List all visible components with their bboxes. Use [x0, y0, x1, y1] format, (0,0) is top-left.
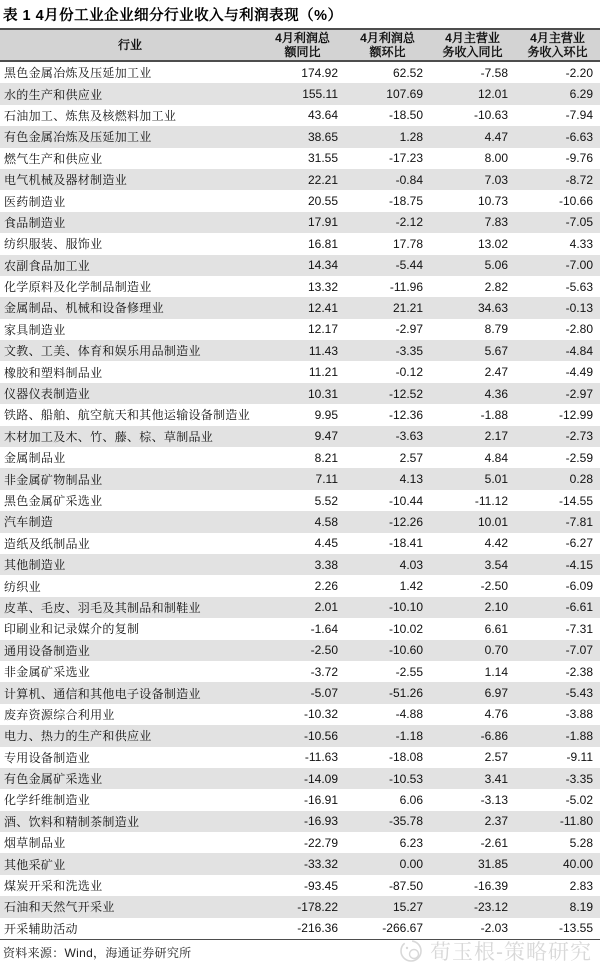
industry-cell: 水的生产和供应业	[4, 87, 103, 102]
value-cell: 5.52	[314, 493, 338, 508]
value-cell: 62.52	[392, 65, 423, 80]
table-row	[0, 640, 600, 661]
value-cell: -9.11	[566, 750, 593, 765]
value-cell: 17.78	[392, 236, 423, 251]
value-cell: 9.47	[314, 429, 338, 444]
table-row	[0, 340, 600, 361]
industry-cell: 家具制造业	[4, 322, 66, 337]
value-cell: -0.84	[395, 172, 423, 187]
value-cell: -12.26	[388, 514, 423, 529]
value-cell: 31.55	[307, 151, 338, 166]
data-table	[0, 28, 600, 940]
value-cell: -2.80	[565, 322, 593, 337]
value-cell: 22.21	[307, 172, 338, 187]
table-row	[0, 811, 600, 832]
table-row	[0, 62, 600, 83]
table-row	[0, 447, 600, 468]
industry-cell: 皮革、毛皮、羽毛及其制品和制鞋业	[4, 600, 201, 615]
table-row	[0, 661, 600, 682]
value-cell: -11.80	[559, 814, 593, 829]
industry-cell: 非金属矿物制品业	[4, 472, 103, 487]
industry-cell: 纺织服装、服饰业	[4, 237, 103, 252]
value-cell: 40.00	[562, 857, 593, 872]
value-cell: -10.02	[388, 621, 423, 636]
value-cell: -17.23	[388, 151, 423, 166]
table-row	[0, 704, 600, 725]
table-row	[0, 618, 600, 639]
value-cell: -216.36	[297, 921, 338, 936]
column-header-revenue-mom	[515, 31, 600, 60]
industry-cell: 电力、热力的生产和供应业	[4, 729, 152, 744]
industry-cell: 铁路、船舶、航空航天和其他运输设备制造业	[4, 408, 251, 423]
table-row	[0, 468, 600, 489]
value-cell: -23.12	[473, 899, 508, 914]
value-cell: 1.42	[399, 579, 423, 594]
value-cell: -51.26	[388, 686, 423, 701]
industry-cell: 有色金属矿采选业	[4, 772, 103, 787]
value-cell: 6.23	[399, 835, 423, 850]
value-cell: 31.85	[477, 857, 508, 872]
value-cell: -11.63	[304, 750, 338, 765]
table-header-row	[0, 28, 600, 62]
industry-cell: 印刷业和记录媒介的复制	[4, 622, 140, 637]
value-cell: 10.73	[477, 194, 508, 209]
value-cell: 107.69	[386, 87, 423, 102]
industry-cell: 开采辅助活动	[4, 921, 78, 936]
column-header-profit-total-mom	[345, 31, 430, 60]
value-cell: -3.35	[565, 771, 593, 786]
value-cell: -2.55	[395, 664, 423, 679]
value-cell: -5.63	[565, 279, 593, 294]
value-cell: 1.28	[399, 129, 423, 144]
value-cell: 20.55	[307, 194, 338, 209]
value-cell: -6.61	[565, 600, 593, 615]
value-cell: 2.47	[484, 365, 508, 380]
value-cell: 13.32	[307, 279, 338, 294]
value-cell: -13.55	[558, 921, 593, 936]
value-cell: 4.47	[484, 129, 508, 144]
watermark-logo-icon	[398, 938, 424, 964]
value-cell: -1.18	[395, 728, 423, 743]
value-cell: 4.33	[569, 236, 593, 251]
table-row	[0, 768, 600, 789]
column-header-label: 4月利润总	[360, 30, 415, 45]
value-cell: -1.88	[565, 728, 593, 743]
table-row	[0, 533, 600, 554]
industry-cell: 木材加工及木、竹、藤、棕、草制品业	[4, 429, 214, 444]
table-row	[0, 297, 600, 318]
value-cell: -2.38	[565, 664, 593, 679]
value-cell: -22.79	[303, 835, 338, 850]
value-cell: -10.56	[303, 728, 338, 743]
value-cell: -4.15	[565, 557, 593, 572]
industry-cell: 酒、饮料和精制茶制造业	[4, 814, 140, 829]
value-cell: 2.37	[484, 814, 508, 829]
value-cell: 3.38	[314, 557, 338, 572]
value-cell: 14.34	[307, 258, 338, 273]
value-cell: -7.31	[565, 621, 593, 636]
value-cell: 4.76	[484, 707, 508, 722]
value-cell: 4.84	[484, 450, 508, 465]
table-row	[0, 126, 600, 147]
value-cell: 4.03	[399, 557, 423, 572]
industry-cell: 电气机械及器材制造业	[4, 173, 128, 188]
value-cell: -6.86	[480, 728, 508, 743]
value-cell: 2.17	[484, 429, 508, 444]
value-cell: -7.81	[565, 514, 593, 529]
value-cell: 7.11	[315, 472, 338, 487]
value-cell: 2.83	[569, 878, 593, 893]
column-header-profit-total-yoy	[260, 31, 345, 60]
value-cell: 11.21	[308, 365, 338, 380]
value-cell: 6.29	[569, 87, 593, 102]
value-cell: 10.31	[307, 386, 338, 401]
industry-cell: 煤炭开采和洗选业	[4, 879, 103, 894]
value-cell: -2.97	[395, 322, 423, 337]
value-cell: -3.63	[395, 429, 423, 444]
value-cell: 8.00	[484, 151, 508, 166]
value-cell: -10.60	[388, 643, 423, 658]
industry-cell: 医药制造业	[4, 194, 66, 209]
value-cell: -33.32	[303, 857, 338, 872]
source-note: 资料来源：Wind，海通证券研究所	[3, 946, 192, 961]
value-cell: 5.67	[484, 343, 508, 358]
value-cell: -266.67	[382, 921, 423, 936]
watermark	[398, 936, 592, 966]
industry-cell: 化学纤维制造业	[4, 793, 91, 808]
column-header-revenue-yoy	[430, 31, 515, 60]
value-cell: -16.93	[303, 814, 338, 829]
value-cell: -4.88	[395, 707, 423, 722]
value-cell: -93.45	[303, 878, 338, 893]
value-cell: 4.58	[314, 514, 338, 529]
table-row	[0, 554, 600, 575]
value-cell: 3.54	[484, 557, 508, 572]
value-cell: -12.52	[388, 386, 423, 401]
value-cell: -5.44	[395, 258, 423, 273]
table-row	[0, 105, 600, 126]
table-row	[0, 426, 600, 447]
industry-cell: 废弃资源综合利用业	[4, 707, 115, 722]
value-cell: -2.50	[310, 643, 338, 658]
value-cell: -6.63	[565, 129, 593, 144]
value-cell: 1.14	[484, 664, 508, 679]
value-cell: -11.96	[389, 279, 423, 294]
value-cell: 38.65	[307, 129, 338, 144]
value-cell: 2.57	[399, 450, 423, 465]
value-cell: 9.95	[314, 407, 338, 422]
value-cell: 12.01	[477, 87, 508, 102]
value-cell: -16.91	[303, 792, 338, 807]
value-cell: -18.75	[388, 194, 423, 209]
value-cell: -7.05	[565, 215, 593, 230]
industry-cell: 文教、工美、体育和娱乐用品制造业	[4, 344, 201, 359]
value-cell: -10.32	[303, 707, 338, 722]
table-row	[0, 853, 600, 874]
column-header-label: 务收入同比	[442, 45, 503, 59]
value-cell: -7.07	[565, 643, 593, 658]
value-cell: 6.61	[484, 621, 508, 636]
table-row	[0, 361, 600, 382]
industry-cell: 食品制造业	[4, 215, 66, 230]
value-cell: 2.10	[484, 600, 508, 615]
value-cell: 21.21	[392, 300, 423, 315]
value-cell: -35.78	[388, 814, 423, 829]
column-header-label: 4月利润总	[275, 30, 330, 45]
industry-cell: 造纸及纸制品业	[4, 536, 91, 551]
value-cell: -7.94	[565, 108, 593, 123]
table-row	[0, 276, 600, 297]
table-row	[0, 682, 600, 703]
industry-cell: 农副食品加工业	[4, 258, 91, 273]
value-cell: 5.06	[484, 258, 508, 273]
value-cell: 4.36	[484, 386, 508, 401]
value-cell: -12.36	[388, 407, 423, 422]
value-cell: -2.12	[395, 215, 423, 230]
value-cell: -4.84	[565, 343, 593, 358]
value-cell: -5.07	[310, 686, 338, 701]
table-row	[0, 511, 600, 532]
value-cell: 12.41	[307, 300, 338, 315]
table-row	[0, 490, 600, 511]
value-cell: 8.21	[314, 450, 338, 465]
value-cell: 6.97	[484, 686, 508, 701]
value-cell: 17.91	[307, 215, 338, 230]
value-cell: -1.64	[310, 621, 338, 636]
value-cell: -3.35	[395, 343, 423, 358]
table-row	[0, 148, 600, 169]
value-cell: -18.08	[388, 750, 423, 765]
table-title: 表 1 4月份工业企业细分行业收入与利润表现（%）	[3, 8, 343, 24]
value-cell: -11.12	[474, 493, 508, 508]
table-row	[0, 83, 600, 104]
table-row	[0, 212, 600, 233]
value-cell: 8.79	[484, 322, 508, 337]
industry-cell: 仪器仪表制造业	[4, 387, 91, 402]
table-row	[0, 319, 600, 340]
value-cell: 2.26	[314, 579, 338, 594]
column-header-label: 额同比	[284, 45, 321, 59]
value-cell: 4.42	[484, 536, 508, 551]
value-cell: -18.50	[388, 108, 423, 123]
value-cell: -5.43	[565, 686, 593, 701]
value-cell: -2.59	[565, 450, 593, 465]
industry-cell: 燃气生产和供应业	[4, 151, 103, 166]
value-cell: -14.09	[303, 771, 338, 786]
value-cell: 155.11	[302, 87, 338, 102]
value-cell: -16.39	[473, 878, 508, 893]
table-row	[0, 789, 600, 810]
industry-cell: 有色金属冶炼及压延加工业	[4, 130, 152, 145]
value-cell: -2.50	[480, 579, 508, 594]
value-cell: 5.28	[569, 835, 593, 850]
industry-cell: 通用设备制造业	[4, 643, 91, 658]
value-cell: 43.64	[307, 108, 338, 123]
table-row	[0, 190, 600, 211]
value-cell: -87.50	[388, 878, 423, 893]
value-cell: 0.70	[484, 643, 508, 658]
value-cell: 3.41	[484, 771, 508, 786]
industry-cell: 纺织业	[4, 579, 41, 594]
value-cell: -7.58	[480, 65, 508, 80]
value-cell: -4.49	[565, 365, 593, 380]
table-row	[0, 233, 600, 254]
table-row	[0, 832, 600, 853]
value-cell: -178.22	[297, 899, 338, 914]
value-cell: -2.73	[565, 429, 593, 444]
table-row	[0, 575, 600, 596]
industry-cell: 石油加工、炼焦及核燃料加工业	[4, 108, 177, 123]
column-header-label: 4月主营业	[530, 30, 585, 45]
value-cell: -3.72	[310, 664, 338, 679]
industry-cell: 金属制品、机械和设备修理业	[4, 301, 164, 316]
value-cell: -6.09	[565, 579, 593, 594]
value-cell: 2.82	[484, 279, 508, 294]
watermark-text: 荀玉根-策略研究	[430, 941, 592, 964]
value-cell: 15.27	[392, 899, 423, 914]
value-cell: 7.03	[484, 172, 508, 187]
value-cell: -7.00	[565, 258, 593, 273]
value-cell: -10.63	[473, 108, 508, 123]
table-row	[0, 597, 600, 618]
value-cell: -6.27	[565, 536, 593, 551]
value-cell: -3.13	[480, 792, 508, 807]
value-cell: 5.01	[484, 472, 508, 487]
value-cell: 174.92	[301, 65, 338, 80]
table-row	[0, 404, 600, 425]
value-cell: -12.99	[558, 407, 593, 422]
value-cell: 2.57	[484, 750, 508, 765]
value-cell: 16.81	[307, 236, 338, 251]
value-cell: -14.55	[558, 493, 593, 508]
value-cell: -2.61	[480, 835, 508, 850]
value-cell: 12.17	[307, 322, 338, 337]
industry-cell: 石油和天然气开采业	[4, 900, 115, 915]
column-header-industry	[0, 38, 260, 52]
industry-cell: 其他采矿业	[4, 857, 66, 872]
table-row	[0, 725, 600, 746]
industry-cell: 其他制造业	[4, 558, 66, 573]
value-cell: -2.03	[480, 921, 508, 936]
value-cell: -3.88	[565, 707, 593, 722]
value-cell: -5.02	[565, 792, 593, 807]
value-cell: 34.63	[477, 300, 508, 315]
value-cell: 4.45	[314, 536, 338, 551]
table-body	[0, 62, 600, 939]
industry-cell: 专用设备制造业	[4, 750, 91, 765]
industry-cell: 计算机、通信和其他电子设备制造业	[4, 686, 201, 701]
value-cell: 4.13	[399, 472, 423, 487]
table-row	[0, 255, 600, 276]
industry-cell: 黑色金属冶炼及压延加工业	[4, 66, 152, 81]
industry-cell: 金属制品业	[4, 451, 66, 466]
value-cell: 10.01	[477, 514, 508, 529]
value-cell: -0.13	[565, 300, 593, 315]
industry-cell: 汽车制造	[4, 515, 54, 530]
value-cell: 0.28	[569, 472, 593, 487]
column-header-label: 额环比	[369, 45, 406, 59]
value-cell: 13.02	[477, 236, 508, 251]
value-cell: -10.53	[388, 771, 423, 786]
value-cell: -1.88	[480, 407, 508, 422]
column-header-label: 务收入环比	[527, 45, 588, 59]
value-cell: 11.43	[308, 343, 338, 358]
value-cell: 7.83	[484, 215, 508, 230]
value-cell: 8.19	[569, 899, 593, 914]
industry-cell: 非金属矿采选业	[4, 665, 91, 680]
value-cell: 2.01	[314, 600, 338, 615]
table-row	[0, 169, 600, 190]
column-header-label: 4月主营业	[445, 30, 500, 45]
value-cell: -18.41	[388, 536, 423, 551]
value-cell: -10.44	[388, 493, 423, 508]
value-cell: -10.66	[558, 194, 593, 209]
value-cell: 6.06	[399, 792, 423, 807]
table-row	[0, 747, 600, 768]
industry-cell: 烟草制品业	[4, 836, 66, 851]
value-cell: 0.00	[399, 857, 423, 872]
column-header-label: 行业	[117, 37, 142, 52]
table-row	[0, 896, 600, 917]
industry-cell: 橡胶和塑料制品业	[4, 365, 103, 380]
value-cell: -8.72	[565, 172, 593, 187]
value-cell: -0.12	[395, 365, 423, 380]
value-cell: -9.76	[565, 151, 593, 166]
value-cell: -2.20	[565, 65, 593, 80]
value-cell: -2.97	[565, 386, 593, 401]
table-row	[0, 383, 600, 404]
industry-cell: 化学原料及化学制品制造业	[4, 280, 152, 295]
table-row	[0, 875, 600, 896]
industry-cell: 黑色金属矿采选业	[4, 494, 103, 508]
value-cell: -10.10	[388, 600, 423, 615]
